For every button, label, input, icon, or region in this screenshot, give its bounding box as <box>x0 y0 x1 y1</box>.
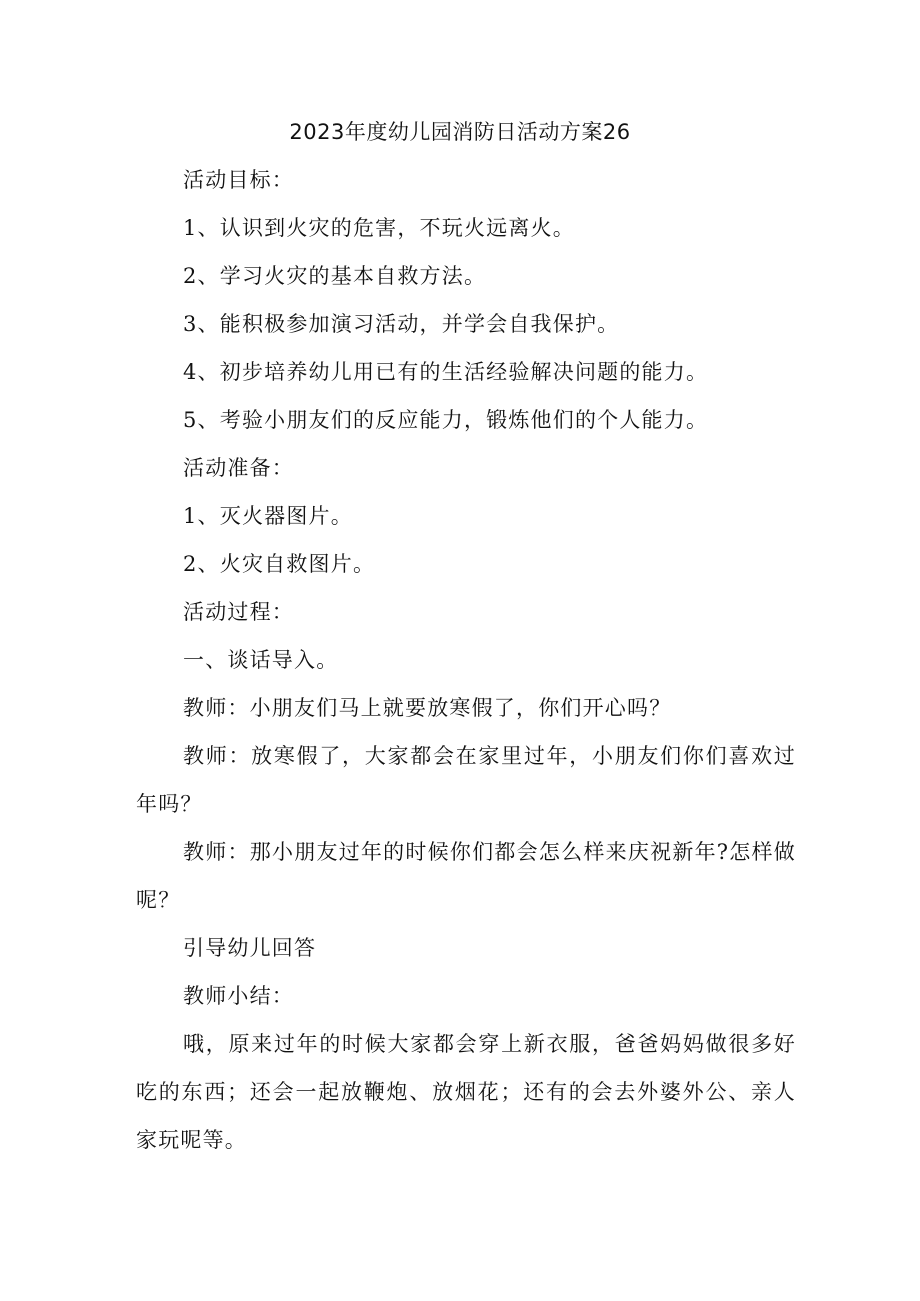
goal-item: 2、学习火灾的基本自救方法。 <box>183 264 487 288</box>
goal-item: 5、考验小朋友们的反应能力，锻炼他们的个人能力。 <box>183 408 709 432</box>
summary-heading: 教师小结： <box>183 984 294 1008</box>
preparation-item: 2、火灾自救图片。 <box>183 552 376 576</box>
section-heading-goals: 活动目标： <box>183 168 294 192</box>
dialogue-paragraph: 教师：放寒假了，大家都会在家里过年，小朋友们你们喜欢过年吗？ <box>136 744 796 816</box>
section-heading-process: 活动过程： <box>183 600 294 624</box>
summary-paragraph: 哦，原来过年的时候大家都会穿上新衣服，爸爸妈妈做很多好吃的东西；还会一起放鞭炮、放烟花；还有的会去外婆外公、亲人家玩呢等。 <box>136 1032 796 1152</box>
goal-item: 1、认识到火灾的危害，不玩火远离火。 <box>183 216 575 240</box>
goal-item: 3、能积极参加演习活动，并学会自我保护。 <box>183 312 620 336</box>
instruction-paragraph: 引导幼儿回答 <box>183 936 317 960</box>
goal-item: 4、初步培养幼儿用已有的生活经验解决问题的能力。 <box>183 360 709 384</box>
dialogue-paragraph: 教师：小朋友们马上就要放寒假了，你们开心吗？ <box>183 696 672 720</box>
dialogue-paragraph: 教师：那小朋友过年的时候你们都会怎么样来庆祝新年?怎样做呢？ <box>136 840 796 912</box>
preparation-item: 1、灭火器图片。 <box>183 504 353 528</box>
document-title: 2023年度幼儿园消防日活动方案26 <box>289 120 631 144</box>
process-step: 一、谈话导入。 <box>183 648 339 672</box>
section-heading-preparation: 活动准备： <box>183 456 294 480</box>
document-body <box>136 156 796 1164</box>
